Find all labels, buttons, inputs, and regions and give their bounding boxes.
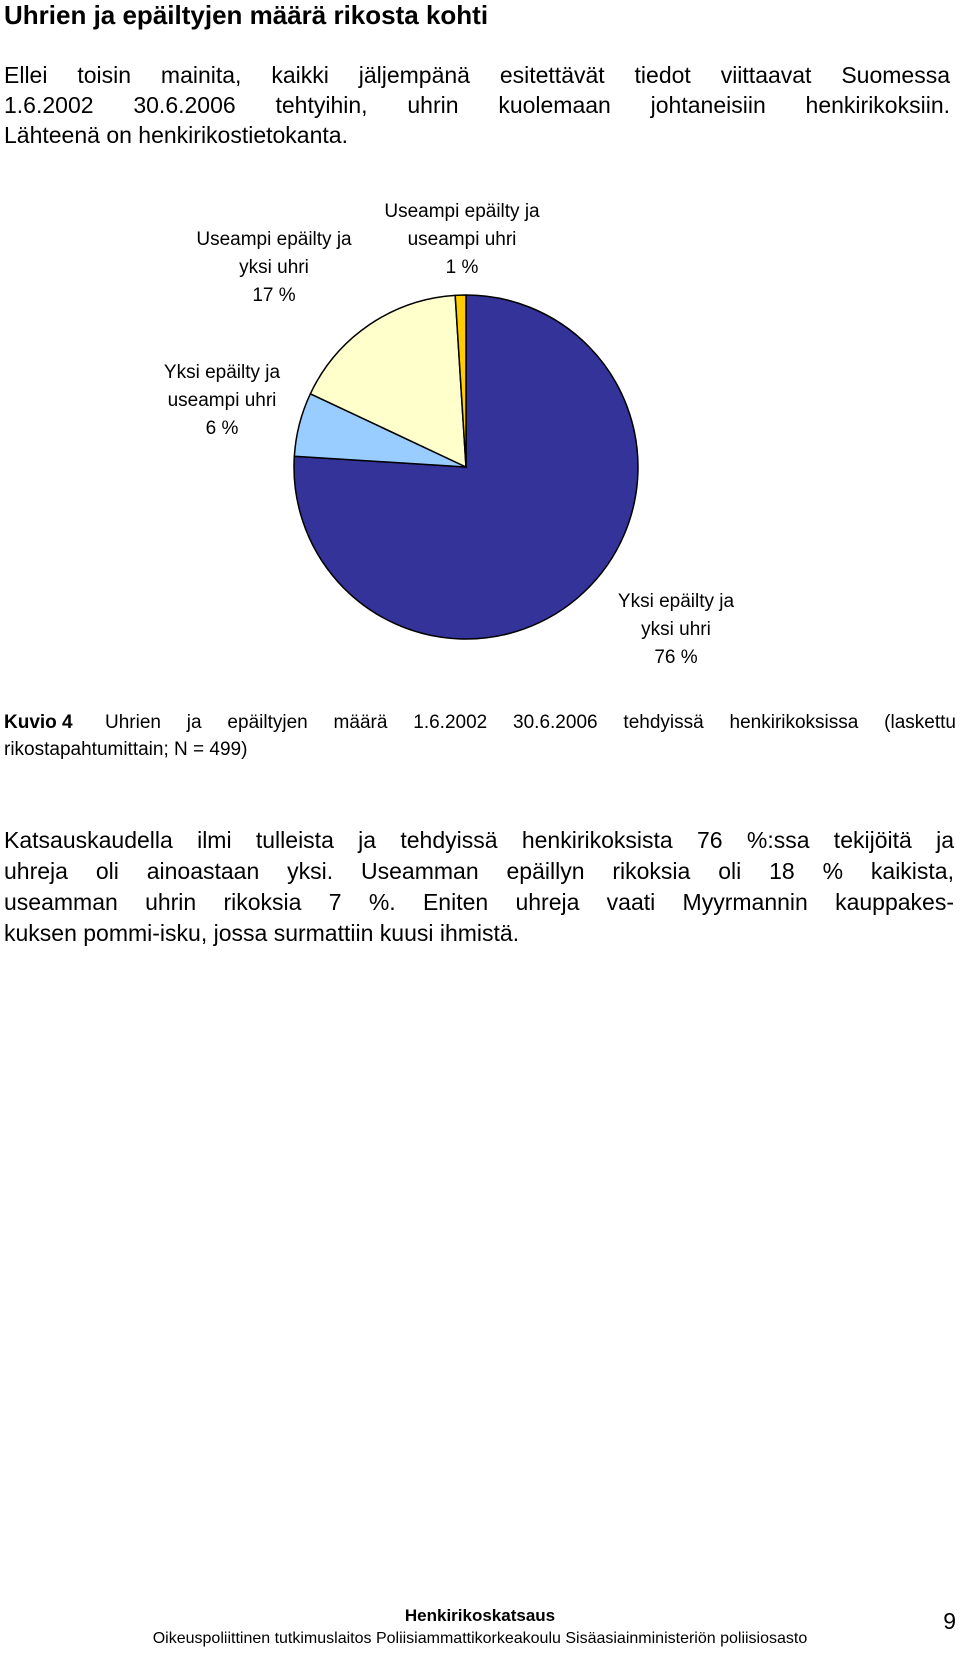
body-line-4: kuksen pommi-isku, jossa surmattiin kuusi ihmistä. [4, 920, 520, 946]
pie-chart [0, 195, 960, 685]
caption-label: Kuvio 4 [4, 712, 73, 733]
caption-line-2: rikostapahtumittain; N = 499) [4, 739, 248, 760]
page-heading: Uhrien ja epäiltyjen määrä rikosta kohti [4, 0, 489, 30]
slice-label-2: Yksi epäilty ja useampi uhri 6 % [163, 362, 281, 439]
intro-line-3: Lähteenä on henkirikostietokanta. [4, 122, 348, 148]
intro-line-2: 1.6.2002 30.6.2006 tehtyihin, uhrin kuolemaan johtaneisiin henkirikoksiin. [4, 92, 950, 118]
body-line-3: useamman uhrin rikoksia 7 %. Eniten uhreja vaati Myyrmannin kauppakes- [4, 889, 954, 915]
slice-label-1: Yksi epäilty ja yksi uhri 76 % [617, 591, 735, 668]
slice-label-3: Useampi epäilty ja yksi uhri 17 % [196, 229, 352, 306]
caption-line-1: Uhrien ja epäiltyjen määrä 1.6.2002 30.6.2006 tehdyissä henkirikoksissa (laskettu [105, 712, 956, 733]
footer-title: Henkirikoskatsaus [404, 1606, 556, 1625]
intro-line-1: Ellei toisin mainita, kaikki jäljempänä esitettävät tiedot viittaavat Suomessa [4, 62, 950, 88]
pie-slices [294, 295, 638, 639]
footer-institutions: Oikeuspoliittinen tutkimuslaitos Poliisiammattikorkeakoulu Sisäasiainministeriön poliisiosasto [152, 1630, 808, 1647]
body-line-1: Katsauskaudella ilmi tulleista ja tehdyissä henkirikoksista 76 %:ssa tekijöitä ja [4, 827, 954, 853]
page-number: 9 [943, 1608, 956, 1634]
body-line-2: uhreja oli ainoastaan yksi. Useamman epäillyn rikoksia oli 18 % kaikista, [4, 858, 954, 884]
body-paragraph [4, 825, 954, 949]
slice-label-4: Useampi epäilty ja useampi uhri 1 % [384, 201, 540, 278]
intro-paragraph [4, 60, 950, 150]
